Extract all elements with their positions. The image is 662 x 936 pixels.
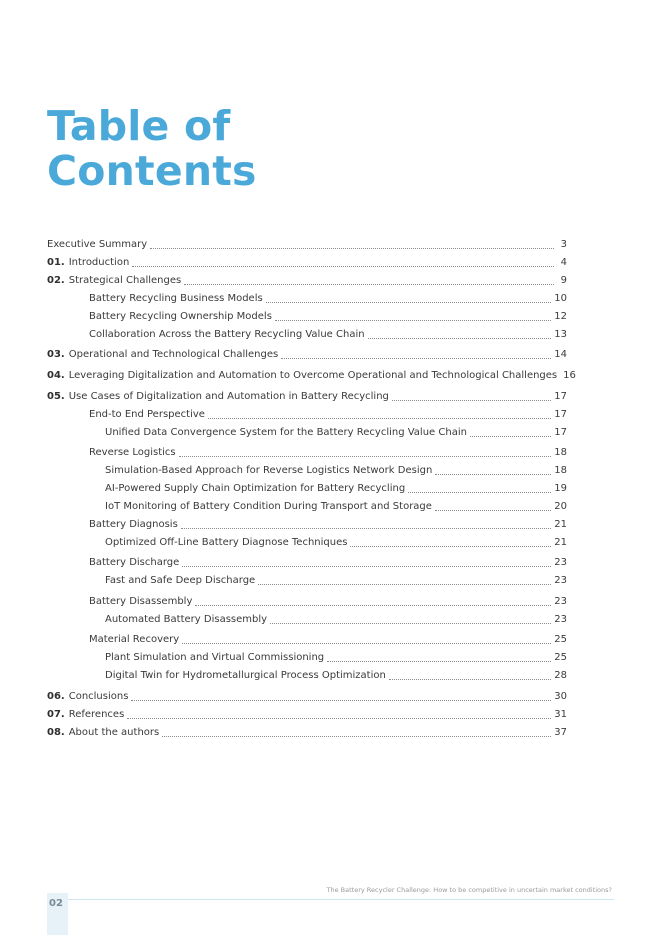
toc-dot-leader [408, 492, 551, 493]
toc-entry[interactable] [47, 726, 567, 740]
toc-entry-page: 17 [554, 409, 567, 420]
toc-entry[interactable] [89, 292, 567, 306]
toc-entry[interactable] [47, 256, 567, 270]
toc-entry-label: Strategical Challenges [68, 275, 182, 286]
toc-entry-label: References [68, 709, 125, 720]
toc-entry[interactable] [105, 482, 567, 496]
toc-entry-page: 17 [554, 427, 567, 438]
toc-entry-label: Battery Recycling Ownership Models [89, 311, 272, 322]
toc-entry-label: Unified Data Convergence System for the Battery Recycling Value Chain [105, 427, 467, 438]
toc-entry-label: Simulation-Based Approach for Reverse Logistics Network Design [105, 465, 433, 476]
toc-entry[interactable] [89, 518, 567, 532]
toc-entry[interactable] [47, 690, 567, 704]
toc-entry-label: Leveraging Digitalization and Automation to Overcome Operational and Technological Challenges [68, 370, 558, 381]
title-line-2: Contents [47, 147, 257, 195]
title-line-1: Table of [47, 102, 231, 150]
toc-entry-label: Operational and Technological Challenges [68, 349, 279, 360]
toc-dot-leader [132, 266, 554, 267]
toc-dot-leader [150, 248, 554, 249]
toc-entry-label: Battery Recycling Business Models [89, 293, 263, 304]
toc-entry-label: Optimized Off-Line Battery Diagnose Techniques [105, 537, 348, 548]
toc-entry-page: 20 [554, 501, 567, 512]
toc-entry-label: Plant Simulation and Virtual Commissioning [105, 652, 325, 663]
toc-dot-leader [389, 679, 551, 680]
toc-entry-number: 02. [47, 275, 65, 286]
toc-entry-label: Conclusions [68, 691, 129, 702]
page-title [47, 104, 257, 194]
toc-dot-leader [182, 643, 551, 644]
toc-dot-leader [392, 400, 551, 401]
toc-entry-number: 04. [47, 370, 65, 381]
toc-dot-leader [435, 474, 551, 475]
toc-dot-leader [179, 456, 552, 457]
toc-entry-page: 25 [554, 652, 567, 663]
toc-entry-page: 19 [554, 483, 567, 494]
toc-entry-label: Fast and Safe Deep Discharge [105, 575, 256, 586]
toc-dot-leader [208, 418, 551, 419]
toc-entry-number: 01. [47, 257, 65, 268]
toc-entry-page: 18 [554, 447, 567, 458]
toc-entry-page: 30 [554, 691, 567, 702]
toc-entry-label: Digital Twin for Hydrometallurgical Process Optimization [105, 670, 386, 681]
toc-entry[interactable] [89, 310, 567, 324]
toc-dot-leader [182, 566, 551, 567]
toc-dot-leader [435, 510, 551, 511]
toc-entry-label: Material Recovery [89, 634, 180, 645]
toc-entry-page: 16 [563, 370, 576, 381]
toc-entry[interactable] [105, 574, 567, 588]
toc-entry[interactable] [105, 426, 567, 440]
toc-entry-page: 23 [554, 614, 567, 625]
toc-dot-leader [266, 302, 552, 303]
toc-entry[interactable] [89, 446, 567, 460]
toc-entry[interactable] [105, 651, 567, 665]
toc-dot-leader [275, 320, 551, 321]
toc-dot-leader [131, 700, 551, 701]
toc-entry-page: 28 [554, 670, 567, 681]
toc-entry-page: 3 [560, 239, 567, 250]
toc-dot-leader [470, 436, 551, 437]
toc-entry-label: IoT Monitoring of Battery Condition During Transport and Storage [105, 501, 432, 512]
toc-entry-page: 23 [554, 575, 567, 586]
toc-entry[interactable] [47, 708, 567, 722]
toc-entry[interactable] [89, 408, 567, 422]
toc-dot-leader [181, 528, 551, 529]
toc-entry[interactable] [47, 348, 567, 362]
toc-dot-leader [281, 358, 551, 359]
toc-entry-page: 9 [560, 275, 567, 286]
toc-entry-number: 03. [47, 349, 65, 360]
toc-entry[interactable] [47, 238, 567, 252]
toc-entry-page: 21 [554, 537, 567, 548]
toc-entry-page: 4 [560, 257, 567, 268]
toc-entry-label: Executive Summary [47, 239, 148, 250]
toc-entry-label: Use Cases of Digitalization and Automation in Battery Recycling [68, 391, 389, 402]
toc-entry-page: 23 [554, 596, 567, 607]
toc-entry[interactable] [89, 328, 567, 342]
toc-entry[interactable] [47, 390, 567, 404]
toc-entry-page: 13 [554, 329, 567, 340]
toc-entry-label: Collaboration Across the Battery Recycling Value Chain [89, 329, 365, 340]
toc-entry-label: End-to End Perspective [89, 409, 205, 420]
toc-dot-leader [270, 623, 551, 624]
toc-entry-page: 18 [554, 465, 567, 476]
toc-dot-leader [162, 736, 551, 737]
toc-entry[interactable] [47, 274, 567, 288]
toc-entry[interactable] [105, 613, 567, 627]
toc-entry-page: 14 [554, 349, 567, 360]
toc-dot-leader [327, 661, 551, 662]
toc-entry-page: 12 [554, 311, 567, 322]
page-number: 02 [49, 898, 63, 909]
toc-entry-number: 05. [47, 391, 65, 402]
toc-entry[interactable] [105, 464, 567, 478]
toc-entry-page: 23 [554, 557, 567, 568]
toc-entry-page: 37 [554, 727, 567, 738]
toc-entry[interactable] [89, 595, 567, 609]
toc-entry-number: 07. [47, 709, 65, 720]
toc-entry-label: Battery Discharge [89, 557, 180, 568]
toc-entry-page: 21 [554, 519, 567, 530]
toc-dot-leader [184, 284, 554, 285]
toc-entry-number: 06. [47, 691, 65, 702]
toc-dot-leader [127, 718, 551, 719]
toc-entry[interactable] [105, 536, 567, 550]
toc-entry-label: Automated Battery Disassembly [105, 614, 268, 625]
toc-entry-label: AI-Powered Supply Chain Optimization for Battery Recycling [105, 483, 406, 494]
toc-entry-number: 08. [47, 727, 65, 738]
toc-entry-label: Battery Disassembly [89, 596, 193, 607]
toc-entry-label: Introduction [68, 257, 130, 268]
toc-entry[interactable] [105, 669, 567, 683]
toc-entry-label: Reverse Logistics [89, 447, 176, 458]
toc-entry-page: 17 [554, 391, 567, 402]
toc-entry[interactable] [47, 369, 576, 383]
toc-entry[interactable] [105, 500, 567, 514]
toc-entry[interactable] [89, 556, 567, 570]
toc-dot-leader [195, 605, 551, 606]
toc-entry-label: Battery Diagnosis [89, 519, 178, 530]
toc-entry-page: 25 [554, 634, 567, 645]
toc-dot-leader [368, 338, 552, 339]
footer-title: The Battery Recycler Challenge: How to be competitive in uncertain market conditions? [326, 886, 612, 894]
toc-dot-leader [258, 584, 551, 585]
toc-entry-page: 31 [554, 709, 567, 720]
toc-entry-label: About the authors [68, 727, 160, 738]
toc-entry[interactable] [89, 633, 567, 647]
toc-dot-leader [350, 546, 551, 547]
toc-entry-page: 10 [554, 293, 567, 304]
footer-divider [68, 899, 614, 900]
